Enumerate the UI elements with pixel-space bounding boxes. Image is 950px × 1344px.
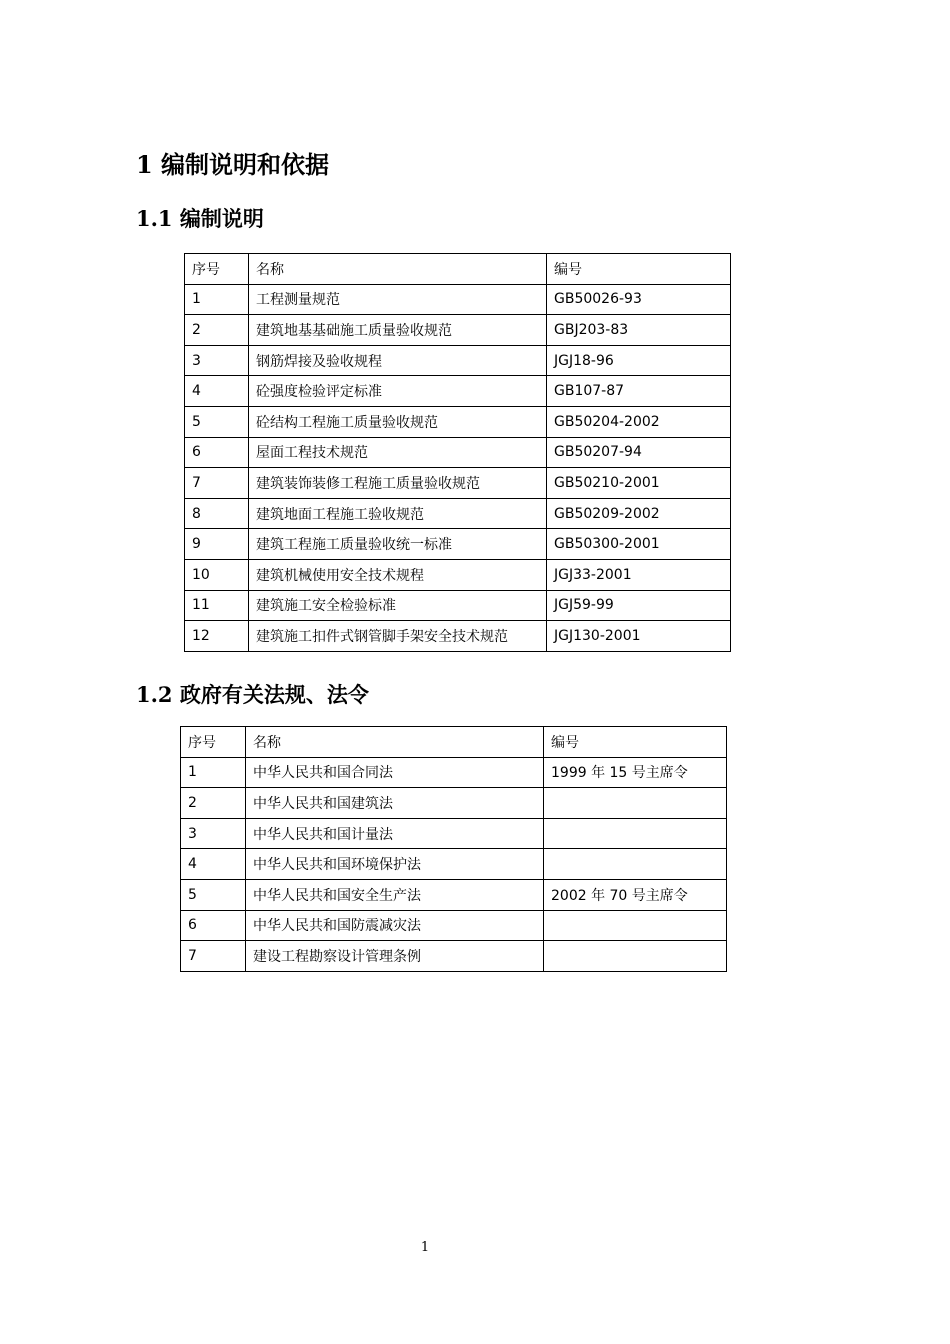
standards-table [184,253,731,652]
code-cell [544,788,727,819]
header-cell: 编号 [547,254,731,285]
name-cell: 工程测量规范 [249,284,547,315]
table-row [181,910,727,941]
code-cell: GB50210-2001 [547,468,731,499]
code-cell: GB107-87 [547,376,731,407]
laws-table [180,726,727,972]
code-cell: JGJ59-99 [547,590,731,621]
table-row [185,437,731,468]
name-cell: 建筑机械使用安全技术规程 [249,559,547,590]
name-cell: 砼结构工程施工质量验收规范 [249,406,547,437]
row-number-cell: 11 [185,590,249,621]
row-number-cell: 2 [185,315,249,346]
table-header-row [185,254,731,285]
name-cell: 中华人民共和国计量法 [246,818,544,849]
name-cell: 钢筋焊接及验收规程 [249,345,547,376]
row-number-cell: 5 [185,406,249,437]
table-header-row [181,727,727,758]
table-row [181,788,727,819]
row-number-cell: 10 [185,559,249,590]
name-cell: 砼强度检验评定标准 [249,376,547,407]
table-row [181,879,727,910]
table-row [185,284,731,315]
code-cell: GB50026-93 [547,284,731,315]
table-row [181,941,727,972]
code-cell [544,818,727,849]
header-cell: 名称 [249,254,547,285]
code-cell [544,910,727,941]
chapter-heading: 1 编制说明和依据 [136,150,330,179]
name-cell: 建筑地面工程施工验收规范 [249,498,547,529]
row-number-cell: 4 [185,376,249,407]
row-number-cell: 6 [181,910,246,941]
code-cell: GBJ203-83 [547,315,731,346]
row-number-cell: 5 [181,879,246,910]
section-heading-1-2: 1.2 政府有关法规、法令 [136,682,369,707]
code-cell: GB50204-2002 [547,406,731,437]
table-row [185,406,731,437]
row-number-cell: 1 [185,284,249,315]
code-cell: JGJ33-2001 [547,559,731,590]
section-heading-1-1: 1.1 编制说明 [136,206,264,231]
row-number-cell: 7 [185,468,249,499]
row-number-cell: 3 [181,818,246,849]
name-cell: 屋面工程技术规范 [249,437,547,468]
name-cell: 中华人民共和国合同法 [246,757,544,788]
code-cell [544,941,727,972]
row-number-cell: 3 [185,345,249,376]
name-cell: 建设工程勘察设计管理条例 [246,941,544,972]
code-cell: 2002 年 70 号主席令 [544,879,727,910]
name-cell: 中华人民共和国防震减灾法 [246,910,544,941]
code-cell: JGJ18-96 [547,345,731,376]
table-row [185,468,731,499]
name-cell: 建筑装饰装修工程施工质量验收规范 [249,468,547,499]
row-number-cell: 1 [181,757,246,788]
table-row [185,498,731,529]
name-cell: 中华人民共和国环境保护法 [246,849,544,880]
table-row [185,345,731,376]
code-cell: GB50209-2002 [547,498,731,529]
code-cell [544,849,727,880]
header-cell: 序号 [185,254,249,285]
table-row [181,849,727,880]
name-cell: 建筑施工扣件式钢管脚手架安全技术规范 [249,621,547,652]
header-cell: 序号 [181,727,246,758]
code-cell: 1999 年 15 号主席令 [544,757,727,788]
table-row [181,757,727,788]
code-cell: JGJ130-2001 [547,621,731,652]
table-row [185,559,731,590]
row-number-cell: 6 [185,437,249,468]
code-cell: GB50207-94 [547,437,731,468]
name-cell: 中华人民共和国建筑法 [246,788,544,819]
table-row [185,376,731,407]
name-cell: 中华人民共和国安全生产法 [246,879,544,910]
name-cell: 建筑工程施工质量验收统一标准 [249,529,547,560]
header-cell: 编号 [544,727,727,758]
table-row [181,818,727,849]
table-row [185,529,731,560]
header-cell: 名称 [246,727,544,758]
table-row [185,315,731,346]
row-number-cell: 9 [185,529,249,560]
code-cell: GB50300-2001 [547,529,731,560]
page-number: 1 [420,1240,430,1255]
row-number-cell: 4 [181,849,246,880]
row-number-cell: 2 [181,788,246,819]
row-number-cell: 12 [185,621,249,652]
table-row [185,590,731,621]
table-row [185,621,731,652]
row-number-cell: 7 [181,941,246,972]
name-cell: 建筑施工安全检验标准 [249,590,547,621]
row-number-cell: 8 [185,498,249,529]
name-cell: 建筑地基基础施工质量验收规范 [249,315,547,346]
